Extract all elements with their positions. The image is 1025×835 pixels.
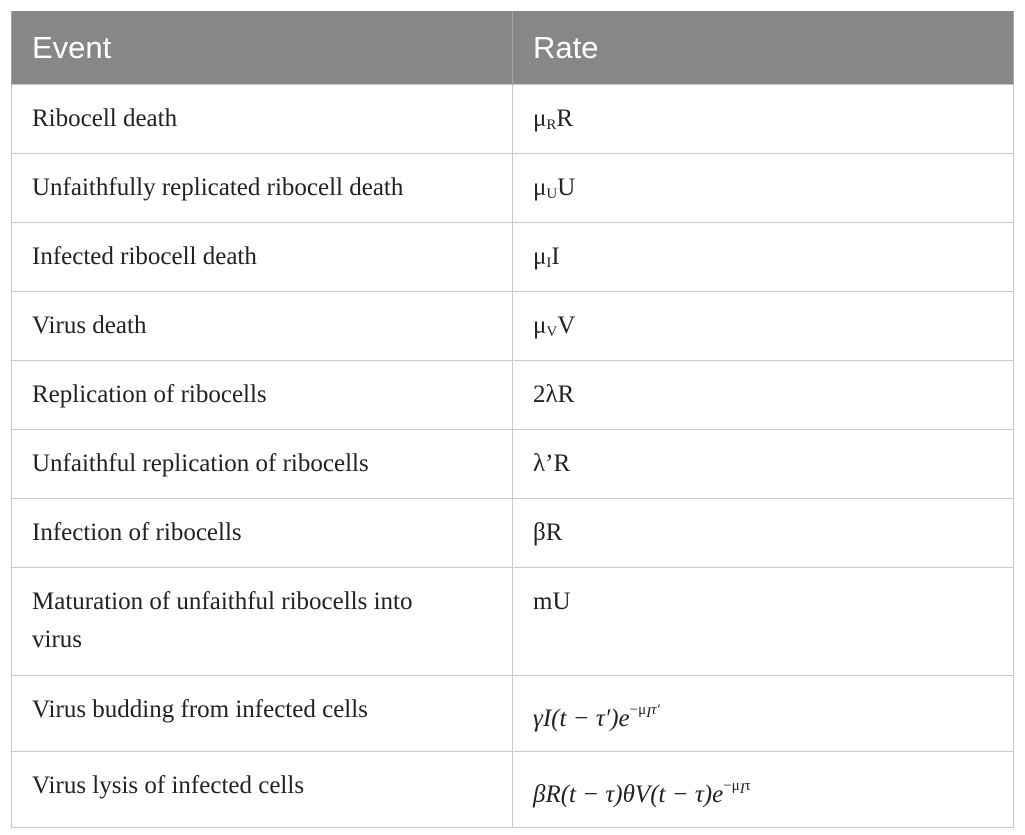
rate-cell: $\mu_UU$	[513, 154, 1014, 223]
table-row	[12, 676, 1014, 752]
event-cell: Virus lysis of infected cells	[12, 752, 513, 828]
event-cell: Maturation of unfaithful ribocells into virus	[12, 568, 513, 676]
rates-table-container	[11, 11, 1013, 828]
rate-cell: 2λR	[513, 361, 1014, 430]
rate-cell: $\mu_II$	[513, 223, 1014, 292]
table-row	[12, 752, 1014, 828]
table-row	[12, 223, 1014, 292]
table-row	[12, 292, 1014, 361]
event-cell: Unfaithfully replicated ribocell death	[12, 154, 513, 223]
rate-cell: βR	[513, 499, 1014, 568]
table-row	[12, 361, 1014, 430]
rate-cell: $\gamma I(t - \tau')e^{-\mu I\tau'}$	[513, 676, 1014, 752]
header-event: Event	[12, 11, 513, 85]
event-rate-table	[11, 11, 1014, 828]
table-header-row	[12, 11, 1014, 85]
rate-cell: $\mu_VV$	[513, 292, 1014, 361]
table-row	[12, 499, 1014, 568]
event-cell: Virus budding from infected cells	[12, 676, 513, 752]
table-row	[12, 568, 1014, 676]
rate-cell: $\mu_RR$	[513, 85, 1014, 154]
rate-cell: $\beta R(t - \tau)\theta V(t - \tau)e^{-\mu I\tau}$	[513, 752, 1014, 828]
header-rate: Rate	[513, 11, 1014, 85]
rate-cell: λ’R	[513, 430, 1014, 499]
event-cell: Virus death	[12, 292, 513, 361]
event-cell: Unfaithful replication of ribocells	[12, 430, 513, 499]
rate-cell: mU	[513, 568, 1014, 676]
table-row	[12, 154, 1014, 223]
event-cell: Ribocell death	[12, 85, 513, 154]
event-cell: Infected ribocell death	[12, 223, 513, 292]
event-cell: Infection of ribocells	[12, 499, 513, 568]
table-row	[12, 85, 1014, 154]
event-cell: Replication of ribocells	[12, 361, 513, 430]
table-row	[12, 430, 1014, 499]
